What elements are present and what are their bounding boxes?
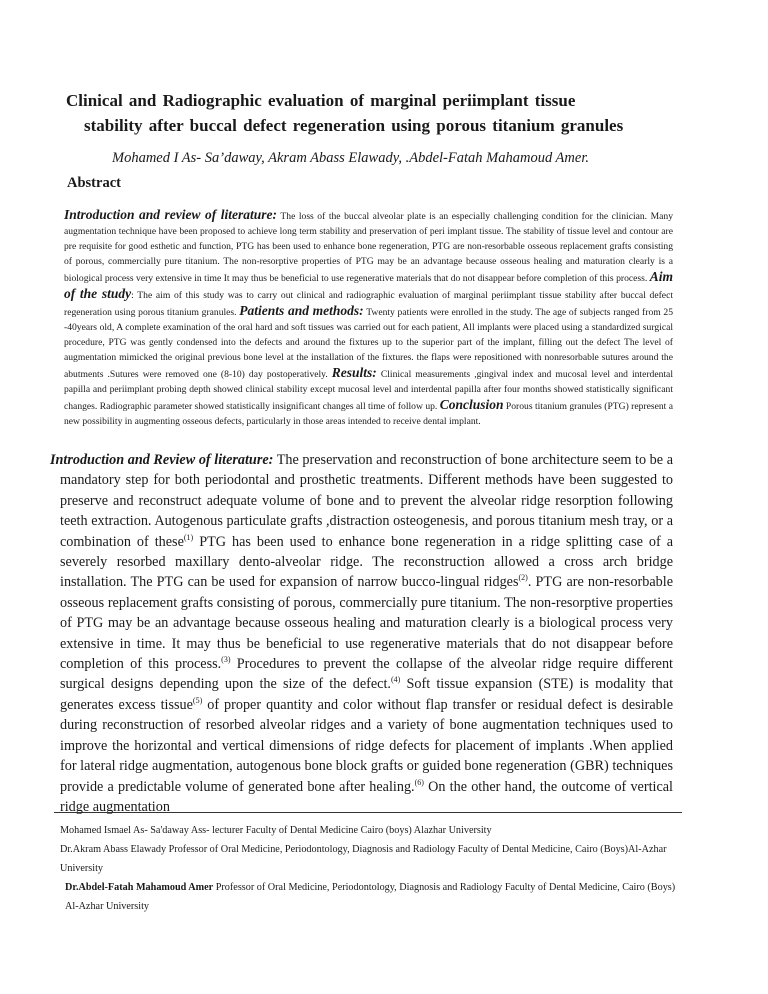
body-text-7: On the other hand, the outcome of vertical ridge augmentation [60, 778, 673, 815]
citation-6: (6) [414, 777, 424, 787]
body-text [50, 450, 673, 817]
paper-title [66, 88, 706, 138]
footnote-divider [54, 812, 682, 813]
abstract-block [56, 207, 673, 429]
abstract-methods-text: Twenty patients were enrolled in the study. The age of subjects ranged from 25 -40years old, A complete examination of the oral hard and soft tissues was carried out for each patient, All implants were placed using a standardized surgical procedure, PTG was gently condensed into the defects and around the fixtures up to the superior part of the implant, filling out the defect The level of augmentation mimicked the original previous bone level at the installation of the fixtures. the flaps were repositioned with nonresorbable sutures around the abutments .Sutures were removed one (8-10) day postoperatively. [64, 307, 674, 380]
title-line-2: stability after buccal defect regeneration using porous titanium granules [84, 116, 624, 135]
body-text-4: Procedures to prevent the collapse of the alveolar ridge require different surgical designs depending upon the size of the defect. [60, 656, 674, 693]
body-text-2: PTG has been used to enhance bone regeneration in a ridge splitting case of a severely resorbed maxillary dento-alveolar ridge. The reconstruction allowed a cross arch bridge installation. The PTG can be used for expansion of narrow bucco-lingual ridges [60, 533, 674, 591]
title-line-1: Clinical and Radiographic evaluation of marginal periimplant tissue [66, 91, 576, 110]
abstract-intro-heading: Introduction and review of literature: [64, 207, 278, 222]
abstract-intro-text: The loss of the buccal alveolar plate is an especially challenging condition for the clinician. Many augmentation technique have been proposed to achieve long term stability and preservation of peri implant tissue. The stability of tissue level and contour are pre requisite for good esthetic and function, PTG has been used to enhance bone regeneration, PTG are non-resorbable osseous replacement grafts consisting of porous, commercially pure titanium. The non-resorptive properties of PTG may be an advantage because osseous healing and maturation clearly is a biological process very extensive in time It may thus be beneficial to use regenerative materials that do not disappear before completion of this process. [64, 211, 673, 284]
body-text-3: . PTG are non-resorbable osseous replacement grafts consisting of porous, commercially pure titanium. The non-resorptive properties of PTG may be an advantage because osseous healing and maturation clearly is a biological process very extensive in time. It may thus be beneficial to use regenerative materials that do not disappear before completion of this process. [60, 574, 673, 673]
citation-2: (2) [518, 573, 528, 583]
footnote-3 [60, 878, 680, 916]
abstract-conclusion-text: Porous titanium granules (PTG) represent a new possibility in augmenting osseous defects, particularly in those areas intended to receive dental implant. [64, 401, 673, 427]
abstract-conclusion-heading: Conclusion [439, 397, 504, 412]
abstract-methods-heading: Patients and methods: [239, 303, 364, 318]
footnote-3-name: Dr.Abdel-Fatah Mahamoud Amer [65, 882, 214, 893]
introduction-heading: Introduction and Review of literature: [50, 452, 274, 468]
footnote-3-text: Professor of Oral Medicine, Periodontology, Diagnosis and Radiology Faculty of Dental Medicine, Cairo (Boys) Al-Azhar University [65, 882, 676, 912]
introduction-paragraph [50, 450, 673, 817]
citation-4: (4) [390, 675, 401, 685]
author-list: Mohamed I As- Sa’daway, Akram Abass Elawady, .Abdel-Fatah Mahamoud Amer. [112, 150, 589, 166]
footnote-1: Mohamed Ismael As- Sa'daway Ass- lecturer Faculty of Dental Medicine Cairo (boys) Alazhar University [60, 825, 492, 836]
abstract-paragraph [56, 207, 673, 429]
body-text-6: of proper quantity and color without flap transfer or residual defect is desirable during reconstruction of resorbed alveolar ridges and a variety of bone augmentation techniques used to improve the horizontal and vertical dimensions of ridge defects for placement of implants .When applied for lateral ridge augmentation, autogenous bone block grafts or guided bone regeneration (GBR) techniques provide a predictable volume of generated bone after healing. [60, 696, 673, 795]
author-footnotes [60, 821, 680, 916]
body-text-1: The preservation and reconstruction of bone architecture seem to be a mandatory step for both periodontal and prosthetic treatments. Different methods have been suggested to preserve and reconstruct adequate volume of bone and to prevent the alveolar ridge resorption following teeth extraction. Autogenous particulate grafts ,distraction osteogenesis, and porous titanium mesh tray, or a combination of these [60, 452, 673, 550]
citation-5: (5) [192, 695, 203, 705]
abstract-results-heading: Results: [331, 365, 377, 380]
footnote-2: Dr.Akram Abass Elawady Professor of Oral Medicine, Periodontology, Diagnosis and Radiology Faculty of Dental Medicine, Cairo (Boys)Al-Azhar University [60, 844, 667, 874]
abstract-results-text: Clinical measurements ,gingival index and mucosal level and interdental papilla and periimplant probing depth showed clinical stability except mucosal level and interdental papilla after four months showed statistically significant changes. Radiographic parameter showed statistically insignificant changes all time of follow up. [64, 369, 673, 412]
abstract-heading: Abstract [67, 175, 121, 191]
citation-1: (1) [183, 532, 194, 542]
citation-3: (3) [221, 655, 231, 665]
abstract-aim-text: : The aim of this study was to carry out clinical and radiographic evaluation of marginal periimplant tissue stability after buccal defect regeneration using porous titanium granules. [64, 290, 673, 318]
abstract-aim-heading: Aim of the study [64, 269, 673, 301]
body-text-5: Soft tissue expansion (STE) is modality that generates excess tissue [60, 676, 674, 713]
